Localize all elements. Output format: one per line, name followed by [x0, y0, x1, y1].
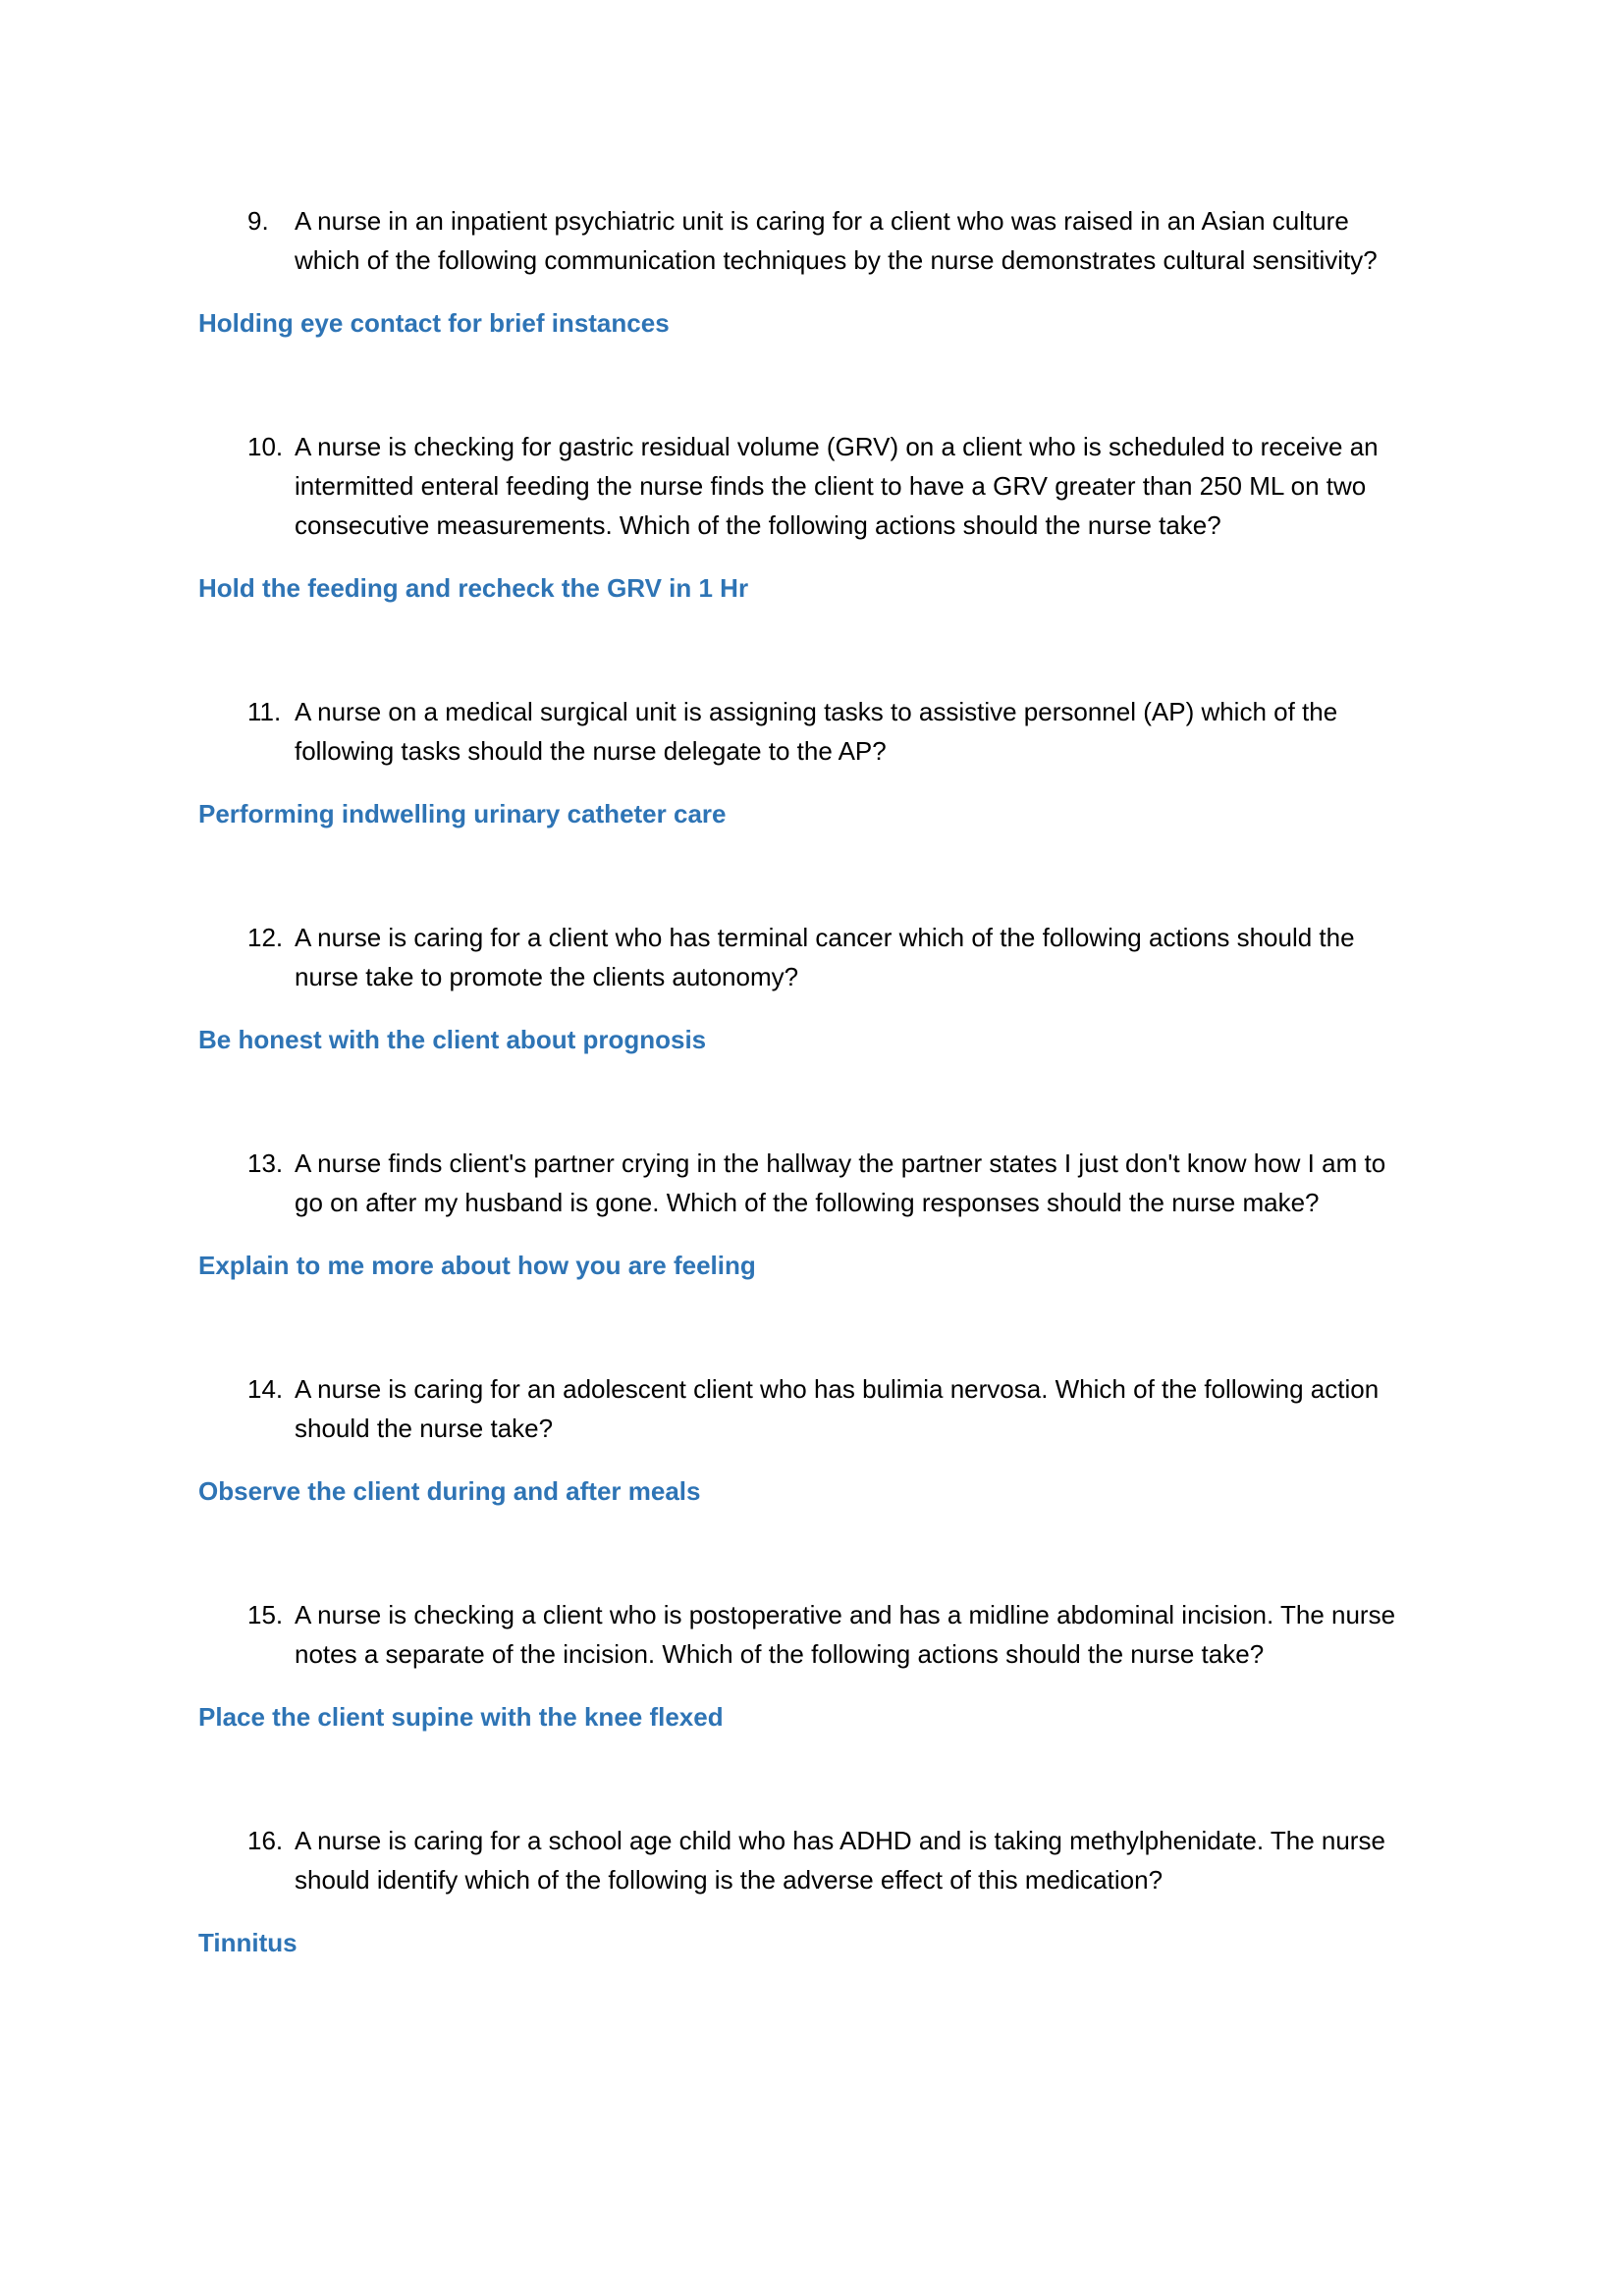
question-number: 16. — [247, 1826, 284, 1855]
answer-text: Hold the feeding and recheck the GRV in 1 Hr — [198, 573, 749, 603]
question-answer-block — [191, 427, 1433, 608]
question-answer-block — [191, 1595, 1433, 1736]
question-item — [191, 1595, 1433, 1674]
question-item — [191, 1369, 1433, 1448]
question-number: 12. — [247, 923, 284, 952]
answer-text: Performing indwelling urinary catheter care — [198, 799, 727, 828]
question-text: A nurse is checking a client who is postoperative and has a midline abdominal incision. The nurse notes a separate of the incision. Which of the following actions should the nurse take? — [295, 1600, 1396, 1669]
question-text: A nurse on a medical surgical unit is assigning tasks to assistive personnel (AP) which of the following tasks should the nurse delegate to the AP? — [295, 697, 1338, 766]
question-item — [191, 427, 1433, 545]
question-text: A nurse is caring for an adolescent client who has bulimia nervosa. Which of the following action should the nurse take? — [295, 1374, 1380, 1443]
question-answer-block — [191, 918, 1433, 1059]
question-item — [191, 692, 1433, 771]
question-answer-list — [191, 201, 1433, 1962]
question-number: 14. — [247, 1374, 284, 1404]
question-answer-block — [191, 1144, 1433, 1285]
answer-text: Observe the client during and after meals — [198, 1476, 701, 1506]
question-number: 9. — [247, 206, 269, 236]
answer-text: Explain to me more about how you are feeling — [198, 1251, 756, 1280]
question-number: 15. — [247, 1600, 284, 1629]
question-number: 11. — [247, 697, 282, 726]
answer-text: Place the client supine with the knee flexed — [198, 1702, 724, 1732]
question-text: A nurse is caring for a school age child who has ADHD and is taking methylphenidate. The nurse should identify which of the following is the adverse effect of this medication? — [295, 1826, 1385, 1895]
question-number: 10. — [247, 432, 284, 461]
question-text: A nurse is caring for a client who has terminal cancer which of the following actions should the nurse take to promote the clients autonomy? — [295, 923, 1355, 991]
answer-text: Holding eye contact for brief instances — [198, 308, 670, 338]
question-number: 13. — [247, 1148, 284, 1178]
question-answer-block — [191, 1821, 1433, 1962]
question-item — [191, 201, 1433, 280]
question-answer-block — [191, 1369, 1433, 1511]
question-item — [191, 1144, 1433, 1222]
answer-text: Be honest with the client about prognosis — [198, 1025, 707, 1054]
question-item — [191, 918, 1433, 996]
question-text: A nurse finds client's partner crying in the hallway the partner states I just don't know how I am to go on after my husband is gone. Which of the following responses should the nurse make? — [295, 1148, 1386, 1217]
question-item — [191, 1821, 1433, 1899]
question-answer-block — [191, 692, 1433, 833]
question-text: A nurse in an inpatient psychiatric unit is caring for a client who was raised in an Asian culture which of the following communication techniques by the nurse demonstrates cultural sensitivity? — [295, 206, 1378, 275]
question-answer-block — [191, 201, 1433, 343]
question-text: A nurse is checking for gastric residual volume (GRV) on a client who is scheduled to receive an intermitted enteral feeding the nurse finds the client to have a GRV greater than 250 ML on two consecutive measurements. Which of the following actions should the nurse take? — [295, 432, 1379, 540]
answer-text: Tinnitus — [198, 1928, 298, 1957]
